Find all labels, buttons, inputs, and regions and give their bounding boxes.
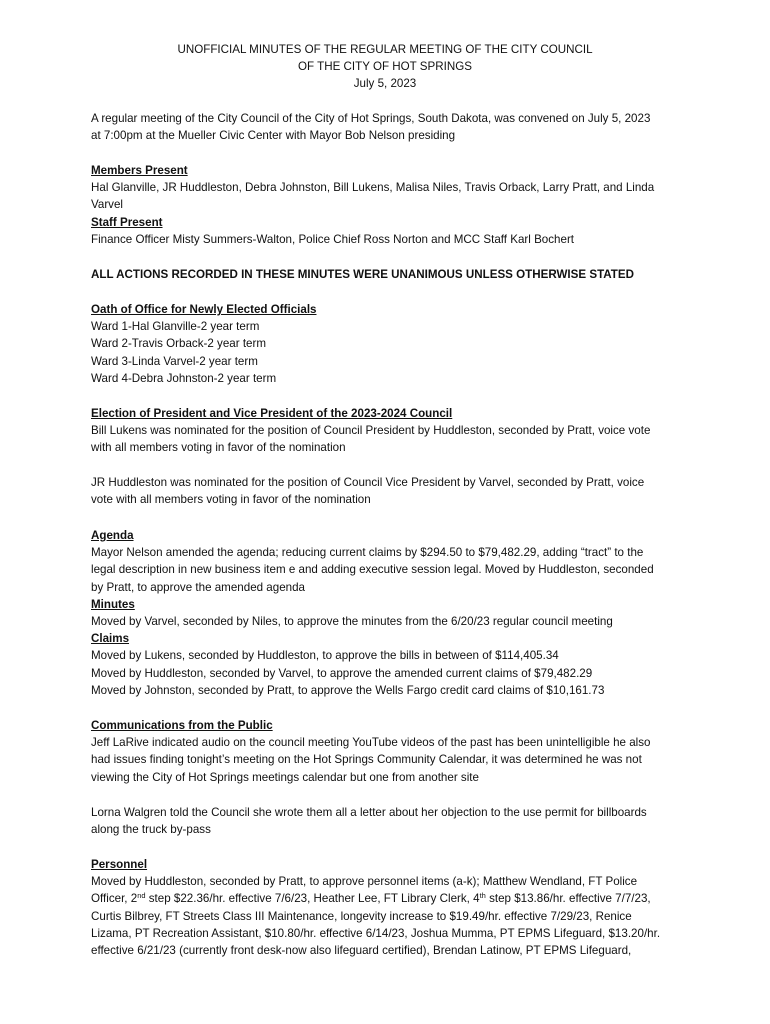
communications-walgren-paragraph (91, 804, 711, 838)
personnel-line: Moved by Huddleston, seconded by Pratt, to approve personnel items (a-k); Matthew Wendland, FT Police (91, 875, 638, 889)
oath-heading: Oath of Office for Newly Elected Officials (91, 303, 317, 316)
intro-paragraph (91, 110, 711, 144)
communications-line: Jeff LaRive indicated audio on the council meeting YouTube videos of the past has been unintelligible he also (91, 736, 651, 750)
agenda-heading: Agenda (91, 529, 134, 542)
communications-heading: Communications from the Public (91, 719, 273, 732)
communications-line: had issues finding tonight’s meeting on the Hot Springs Community Calendar, it was determined he was not (91, 753, 642, 767)
communications-line: viewing the City of Hot Springs meetings calendar but one from another site (91, 770, 479, 784)
title-line-1: UNOFFICIAL MINUTES OF THE REGULAR MEETING OF THE CITY COUNCIL (177, 43, 593, 56)
election-vice-paragraph (91, 474, 711, 508)
communications-line: along the truck by-pass (91, 823, 211, 837)
communications-section (91, 717, 711, 786)
document-header (0, 41, 770, 93)
claims-line: Moved by Johnston, seconded by Pratt, to approve the Wells Fargo credit card claims of $10,161.73 (91, 683, 605, 697)
personnel-line: Officer, 2nd step $22.36/hr. effective 7/6/23, Heather Lee, FT Library Clerk, 4th step $13.86/hr. effective 7/7/23, (91, 891, 651, 906)
personnel-section (91, 856, 711, 959)
unanimous-text: ALL ACTIONS RECORDED IN THESE MINUTES WERE UNANIMOUS UNLESS OTHERWISE STATED (91, 268, 634, 281)
personnel-line: effective 6/21/23 (currently front desk-now also lifeguard certified), Brendan Latinow, PT EPMS Lifeguard, (91, 944, 632, 958)
election-line: JR Huddleston was nominated for the position of Council Vice President by Varvel, seconded by Pratt, voice (91, 476, 645, 489)
members-line: Hal Glanville, JR Huddleston, Debra Johnston, Bill Lukens, Malisa Niles, Travis Orback, Larry Pratt, and Linda (91, 181, 655, 195)
agenda-section (91, 527, 711, 699)
election-line: vote with all members voting in favor of the nomination (91, 493, 371, 507)
agenda-line: Mayor Nelson amended the agenda; reducing current claims by $294.50 to $79,482.29, adding “tract” to the (91, 546, 644, 560)
communications-line: Lorna Walgren told the Council she wrote them all a letter about her objection to the use permit for billboards (91, 806, 647, 819)
staff-line: Finance Officer Misty Summers-Walton, Police Chief Ross Norton and MCC Staff Karl Bochert (91, 232, 575, 246)
claims-heading: Claims (91, 632, 130, 646)
election-line: with all members voting in favor of the nomination (91, 441, 346, 455)
members-line: Varvel (91, 198, 124, 212)
oath-section (91, 301, 711, 387)
oath-line: Ward 2-Travis Orback-2 year term (91, 337, 267, 351)
members-heading: Members Present (91, 164, 188, 177)
election-heading: Election of President and Vice President of the 2023-2024 Council (91, 407, 453, 420)
minutes-line: Moved by Varvel, seconded by Niles, to approve the minutes from the 6/20/23 regular council meeting (91, 615, 613, 629)
minutes-heading: Minutes (91, 597, 135, 611)
personnel-line: Lizama, PT Recreation Assistant, $10.80/hr. effective 6/14/23, Joshua Mumma, PT EPMS Lifeguard, $13.20/hr. (91, 926, 661, 940)
title-line-2: OF THE CITY OF HOT SPRINGS (298, 60, 472, 74)
staff-heading: Staff Present (91, 215, 163, 229)
meeting-date: July 5, 2023 (353, 77, 417, 91)
personnel-heading: Personnel (91, 858, 148, 871)
election-section (91, 405, 711, 457)
oath-line: Ward 4-Debra Johnston-2 year term (91, 371, 277, 385)
intro-line: at 7:00pm at the Mueller Civic Center with Mayor Bob Nelson presiding (91, 129, 456, 143)
personnel-line: Curtis Bilbrey, FT Streets Class III Maintenance, longevity increase to $19.49/hr. effective 7/29/23, Renice (91, 909, 632, 923)
members-section (91, 162, 711, 248)
claims-line: Moved by Lukens, seconded by Huddleston, to approve the bills in between of $114,405.34 (91, 649, 559, 663)
agenda-line: legal description in new business item e and adding executive session legal. Moved by Huddleston, seconded (91, 563, 654, 577)
unanimous-statement (91, 266, 711, 283)
agenda-line: by Pratt, to approve the amended agenda (91, 580, 305, 594)
election-line: Bill Lukens was nominated for the position of Council President by Huddleston, seconded by Pratt, voice vote (91, 424, 651, 438)
oath-line: Ward 1-Hal Glanville-2 year term (91, 320, 260, 334)
claims-line: Moved by Huddleston, seconded by Varvel, to approve the amended current claims of $79,482.29 (91, 666, 593, 680)
oath-line: Ward 3-Linda Varvel-2 year term (91, 354, 258, 368)
intro-line: A regular meeting of the City Council of the City of Hot Springs, South Dakota, was convened on July 5, 2023 (91, 112, 651, 125)
